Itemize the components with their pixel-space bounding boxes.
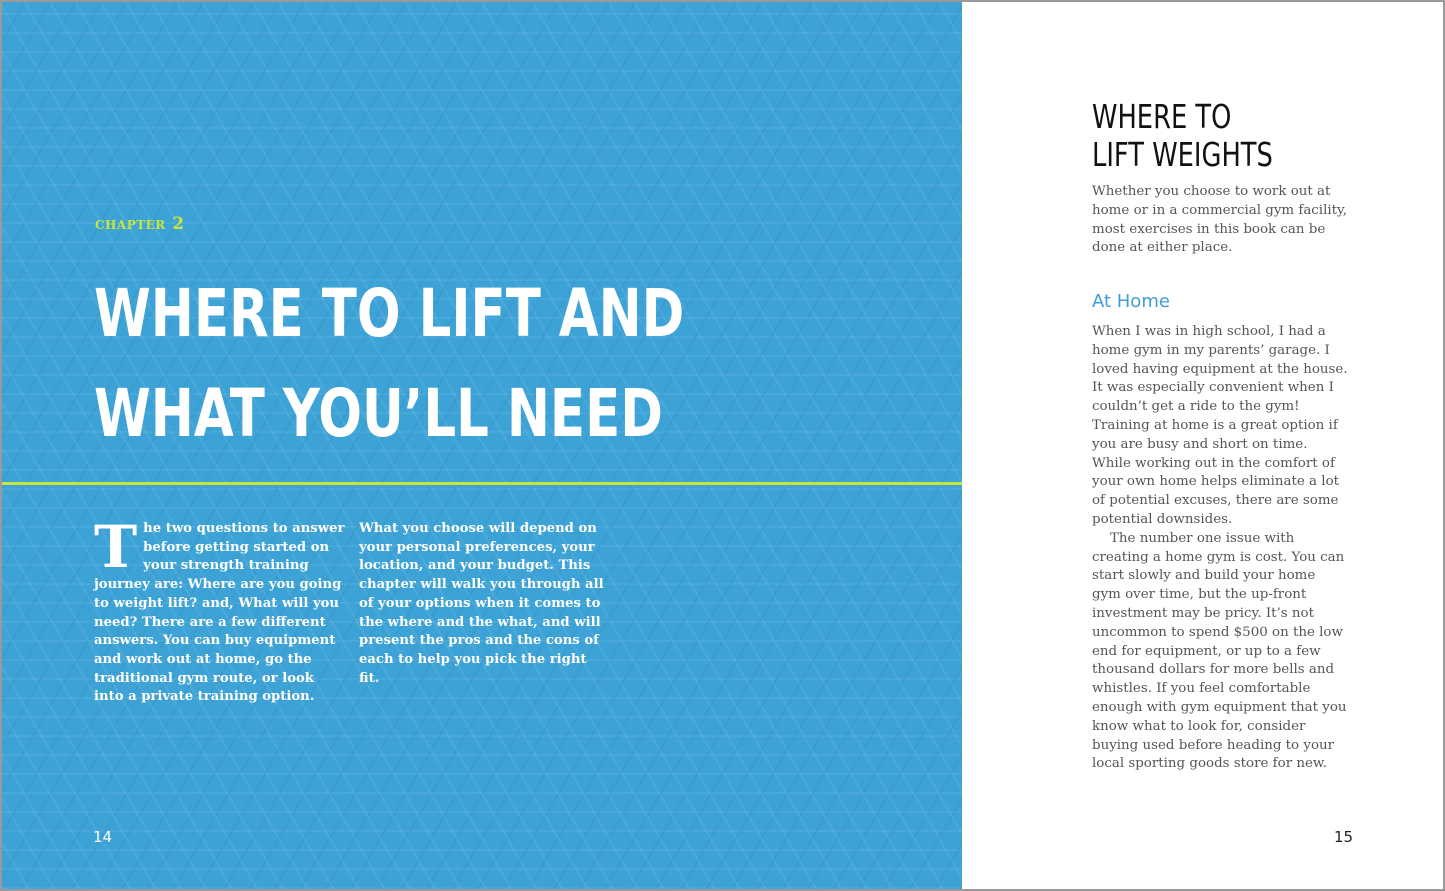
right-page [962,2,1443,889]
at-home-section [1092,323,1348,774]
book-spread [2,2,1443,889]
chapter-title-line-2: WHAT YOU’LL NEED [94,375,663,452]
intro-paragraph: he two questions to answer before getting started on your strength training journey are: Where are you going to weight lift? and, What will you need? There are a few different answers. You can buy equipment and work out at home, go the traditional gym route, or look into a private training option. What you choose will depend on your personal preferences, your location, and your budget. This chapter will walk you through all of your options when it comes to the where and the what, and will present the pros and the cons of each to help you pick the right fit. [94,521,604,705]
chapter-title [94,264,685,464]
lead-text: Whether you choose to work out at home or in a commercial gym facility, most exercises in this book can be done at either place. [1092,184,1348,256]
page-number-right: 15 [1334,828,1354,846]
divider-rule [2,482,962,485]
body-paragraph-2: The number one issue with creating a home gym is cost. You can start slowly and build your home gym over time, but the up-front investment may be pricy. It’s not uncommon to spend $500 on the low end for equipment, or up to a few thousand dollars for more bells and whistles. If you feel comfortable enough with gym equipment that you know what to look for, consider buying used before heading to your local sporting goods store for new. [1092,530,1347,772]
lead-paragraph [1092,183,1348,258]
subhead-at-home: At Home [1092,291,1170,312]
chapter-title-line-1: WHERE TO LIFT AND [94,275,685,352]
left-page [2,2,962,889]
section-title-line-2: LIFT WEIGHTS [1092,135,1273,174]
intro-text [94,513,610,707]
page-number-left: 14 [93,828,113,846]
chapter-label: chapter 2 [95,214,185,234]
section-title-line-1: WHERE TO [1092,97,1232,136]
drop-cap: T [94,513,138,581]
section-title [1092,98,1326,174]
body-paragraph-1: When I was in high school, I had a home gym in my parents’ garage. I loved having equipment at the house. It was especially convenient when I couldn’t get a ride to the gym! Training at home is a great option if you are busy and short on time. While working out in the comfort of your own home helps eliminate a lot of potential excuses, there are some potential downsides. [1092,324,1348,527]
